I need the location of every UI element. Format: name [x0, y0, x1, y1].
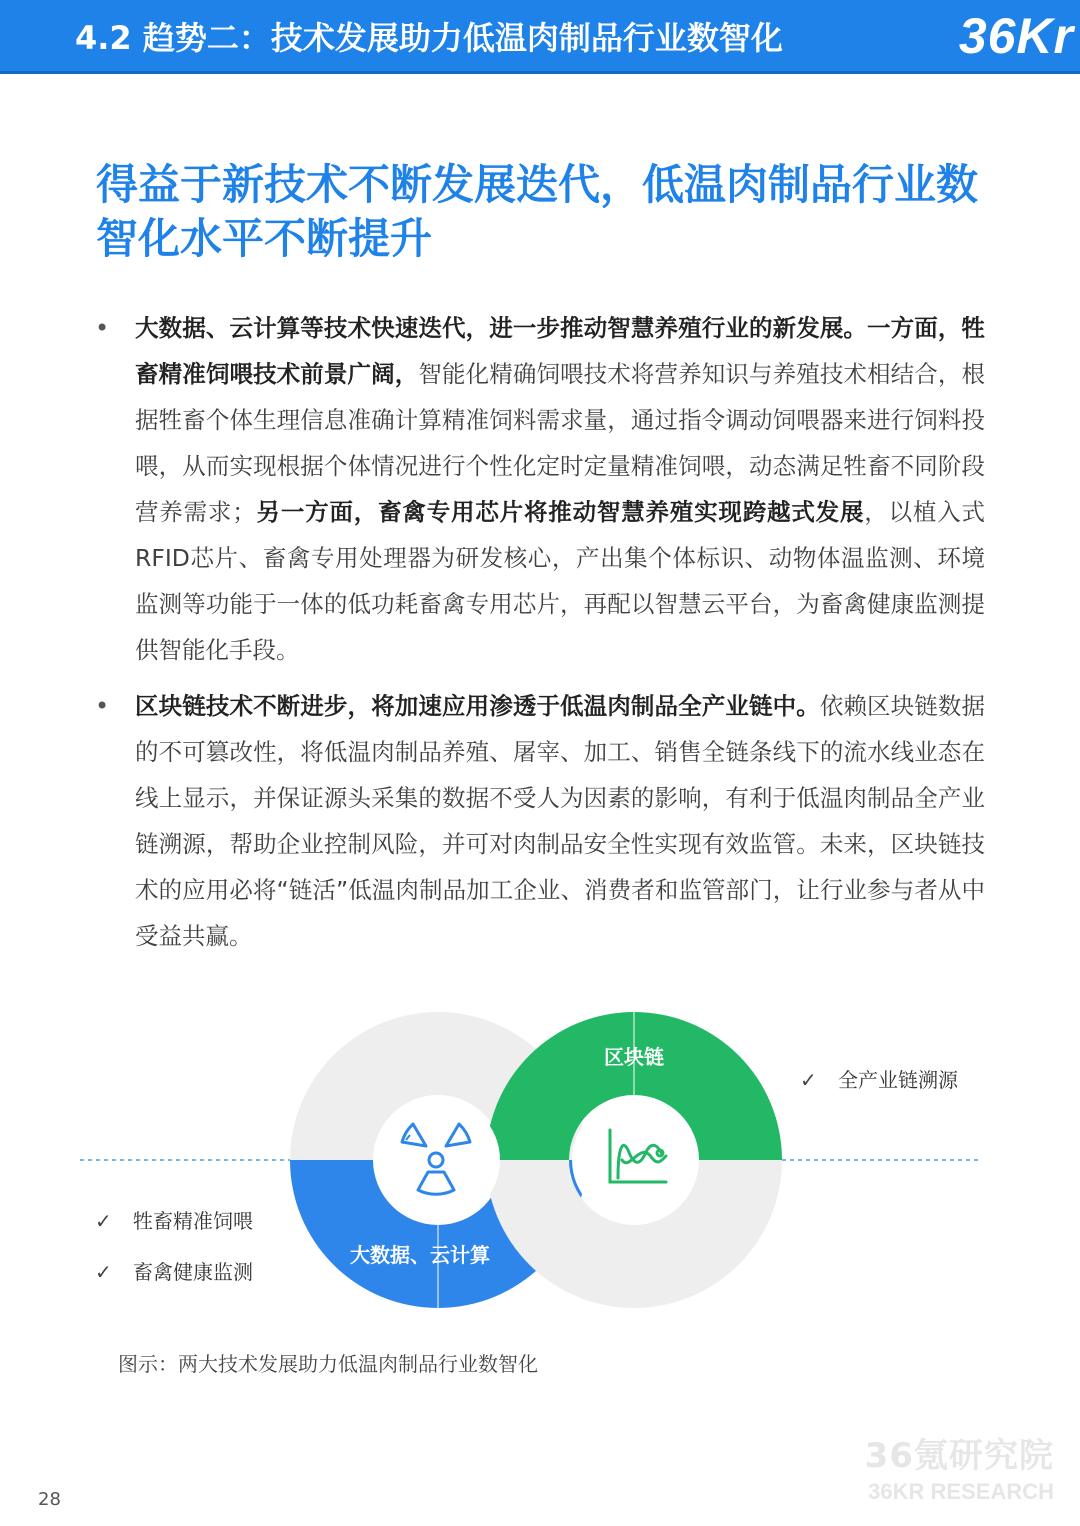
- bullet-bold-text: 另一方面，畜禽专用芯片将推动智慧养殖实现跨越式发展: [255, 498, 865, 526]
- bullet-body-text: 依赖区块链数据的不可篡改性，将低温肉制品养殖、屠宰、加工、销售全链条线下的流水线业态在线上显示，并保证源头采集的数据不受人为因素的影响，有利于低温肉制品全产业链溯源，帮助企业控制风险，并可对肉制品安全性实现有效监管。未来，区块链技术的应用必将“链活”低温肉制品加工企业、消费者和监管部门，让行业参与者从中受益共赢。: [135, 692, 986, 950]
- feature-health-monitoring: [95, 1258, 253, 1286]
- bullet-item-blockchain: [95, 683, 985, 959]
- bullet-dot-icon: •: [95, 692, 110, 720]
- feature-precision-feeding: [95, 1207, 253, 1235]
- page-headline: 得益于新技术不断发展迭代，低温肉制品行业数智化水平不断提升: [96, 160, 979, 263]
- check-icon: ✓: [95, 1260, 112, 1284]
- check-icon: ✓: [800, 1068, 817, 1092]
- bullet-dot-icon: •: [95, 314, 110, 342]
- bullet-bold-text: 大数据、云计算等技术快速迭代，进一步推动智慧养殖行业的新发展。一方面，牲畜精准饲喂技术前景广阔，: [135, 314, 985, 388]
- bullet-text: [135, 683, 985, 959]
- bullet-list: [95, 305, 985, 969]
- left-center: [376, 1098, 500, 1222]
- logo-36kr: 36Kr: [958, 8, 1074, 64]
- figure-caption: 图示：两大技术发展助力低温肉制品行业数智化: [118, 1352, 538, 1376]
- blockchain-label: 区块链: [604, 1045, 664, 1069]
- header-bar: [0, 0, 1080, 74]
- bigdata-cloud-label: 大数据、云计算: [350, 1243, 490, 1267]
- page-number: 28: [38, 1489, 61, 1510]
- bullet-item-big-data: [95, 305, 985, 673]
- feature-label: 畜禽健康监测: [133, 1260, 253, 1284]
- bullet-bold-text: 区块链技术不断进步，将加速应用渗透于低温肉制品全产业链中。: [135, 692, 820, 720]
- bullet-body-text: ，以植入式RFID芯片、畜禽专用处理器为研发核心，产出集个体标识、动物体温监测、环境监测等功能于一体的低功耗畜禽专用芯片，再配以智慧云平台，为畜禽健康监测提供智能化手段。: [135, 498, 986, 664]
- tech-diagram: [0, 1000, 1080, 1330]
- bullet-body-text: 智能化精确饲喂技术将营养知识与养殖技术相结合，根据牲畜个体生理信息准确计算精准饲料需求量，通过指令调动饲喂器来进行饲料投喂，从而实现根据个体情况进行个性化定时定量精准饲喂，动态满足牲畜不同阶段营养需求；: [135, 360, 986, 526]
- section-title: 4.2 趋势二：技术发展助力低温肉制品行业数智化: [75, 19, 783, 57]
- check-icon: ✓: [95, 1209, 112, 1233]
- bullet-text: [135, 305, 985, 673]
- feature-label: 牲畜精准饲喂: [133, 1209, 253, 1233]
- watermark-cn: 36氪研究院: [864, 1436, 1054, 1476]
- feature-label: 全产业链溯源: [838, 1068, 958, 1092]
- watermark-en: 36KR RESEARCH: [868, 1479, 1054, 1504]
- feature-traceability: [800, 1066, 958, 1094]
